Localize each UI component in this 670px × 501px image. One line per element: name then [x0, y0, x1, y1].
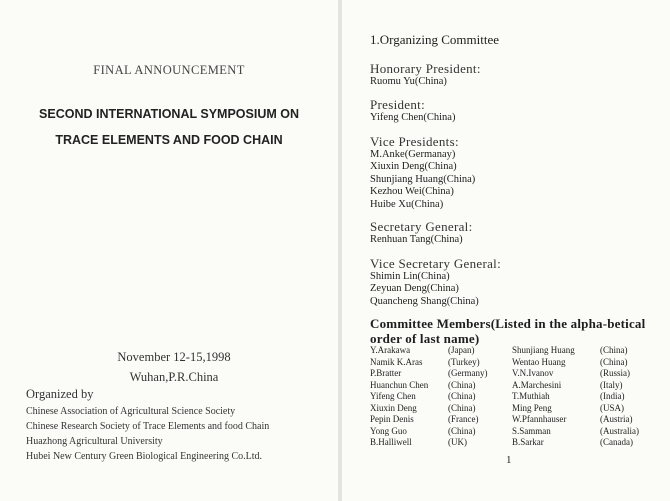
member-name: V.N.Ivanov [512, 368, 554, 378]
committee-member-row [370, 414, 670, 426]
member-name: Y.Arakawa [370, 345, 411, 355]
member-country: (China) [448, 425, 476, 436]
member-country: (UK) [448, 437, 467, 447]
member-name: Shunjiang Huang [512, 345, 575, 355]
member-name: B.Sarkar [512, 437, 544, 447]
committee-member-row [370, 380, 670, 392]
member-country: (Germany) [448, 368, 488, 378]
member-name: W.Pfannhauser [512, 414, 567, 424]
member-name: P.Bratter [370, 368, 402, 378]
committee-member-row [370, 368, 670, 380]
committee-members-label: Committee Members(Listed in the alpha-betical order of last name) [370, 316, 646, 346]
member-name: A.Marchesini [512, 379, 562, 390]
committee-member-row [370, 345, 670, 357]
honorary-president-name: Ruomu Yu(China) [370, 76, 447, 87]
committee-members-table [370, 345, 670, 449]
member-name: Huanchun Chen [370, 379, 429, 390]
vice-presidents-label: Vice Presidents: [370, 134, 459, 149]
committee-member-row [370, 403, 670, 415]
member-name: Yong Guo [370, 425, 407, 436]
symposium-date: November 12-15,1998 [117, 350, 231, 364]
committee-member-row [370, 437, 670, 449]
member-name: S.Samman [512, 425, 551, 436]
president-name: Yifeng Chen(China) [370, 112, 456, 123]
organizer-list [26, 404, 269, 464]
organizer-item: Huazhong Agricultural University [26, 436, 163, 447]
vice-president-item: Huibe Xu(China) [370, 198, 444, 210]
member-country: (Italy) [600, 379, 623, 390]
page-number: 1 [506, 454, 512, 466]
honorary-president-label: Honorary President: [370, 61, 481, 76]
secretary-general-label: Secretary General: [370, 219, 473, 234]
organizer-item: Chinese Research Society of Trace Elements and food Chain [26, 421, 270, 432]
right-page [342, 0, 670, 501]
vice-secretary-general-item: Quancheng Shang(China) [370, 295, 479, 307]
member-country: (China) [448, 402, 476, 413]
committee-member-row [370, 426, 670, 438]
member-country: (India) [600, 391, 625, 401]
member-country: (China) [448, 379, 476, 390]
vice-secretary-general-item: Zeyuan Deng(China) [370, 283, 459, 295]
vice-president-item: Kezhou Wei(China) [370, 186, 454, 198]
vice-secretary-general-item: Shimin Lin(China) [370, 271, 450, 282]
vice-presidents-list [370, 149, 475, 211]
member-country: (China) [448, 391, 476, 401]
member-country: (Turkey) [448, 356, 480, 367]
member-name: T.Muthiah [512, 391, 550, 401]
symposium-title-line2: TRACE ELEMENTS AND FOOD CHAIN [55, 133, 283, 147]
member-country: (Australia) [600, 425, 639, 436]
committee-member-row [370, 357, 670, 369]
organized-by-label: Organized by [26, 387, 94, 401]
member-name: Wentao Huang [512, 356, 566, 367]
member-name: Ming Peng [512, 402, 552, 413]
member-country: (China) [600, 345, 628, 355]
member-name: Xiuxin Deng [370, 402, 417, 413]
vice-secretary-general-list [370, 271, 479, 308]
organizer-item: Chinese Association of Agricultural Science Society [26, 406, 236, 417]
member-name: Yifeng Chen [370, 391, 416, 401]
vice-president-item: Xiuxin Deng(China) [370, 161, 457, 173]
committee-member-row [370, 391, 670, 403]
vice-president-item: M.Anke(Germanay) [370, 149, 456, 160]
symposium-location: Wuhan,P.R.China [129, 370, 219, 384]
vice-secretary-general-label: Vice Secretary General: [370, 256, 501, 271]
final-announcement-heading: FINAL ANNOUNCEMENT [93, 63, 245, 77]
vice-president-item: Shunjiang Huang(China) [370, 173, 476, 185]
member-country: (China) [600, 356, 628, 367]
member-country: (Russia) [600, 368, 630, 378]
member-name: B.Halliwell [370, 437, 412, 447]
symposium-title-line1: SECOND INTERNATIONAL SYMPOSIUM ON [39, 107, 299, 121]
member-name: Namik K.Aras [370, 356, 423, 367]
organizer-item: Hubei New Century Green Biological Engineering Co.Ltd. [26, 451, 263, 462]
section-title: 1.Organizing Committee [370, 32, 500, 47]
member-country: (USA) [600, 402, 624, 413]
member-country: (Austria) [600, 414, 633, 424]
member-country: (Canada) [600, 437, 633, 447]
member-name: Pepin Denis [370, 414, 414, 424]
secretary-general-name: Renhuan Tang(China) [370, 234, 463, 245]
member-country: (France) [448, 414, 479, 424]
member-country: (Japan) [448, 345, 475, 355]
president-label: President: [370, 97, 425, 112]
